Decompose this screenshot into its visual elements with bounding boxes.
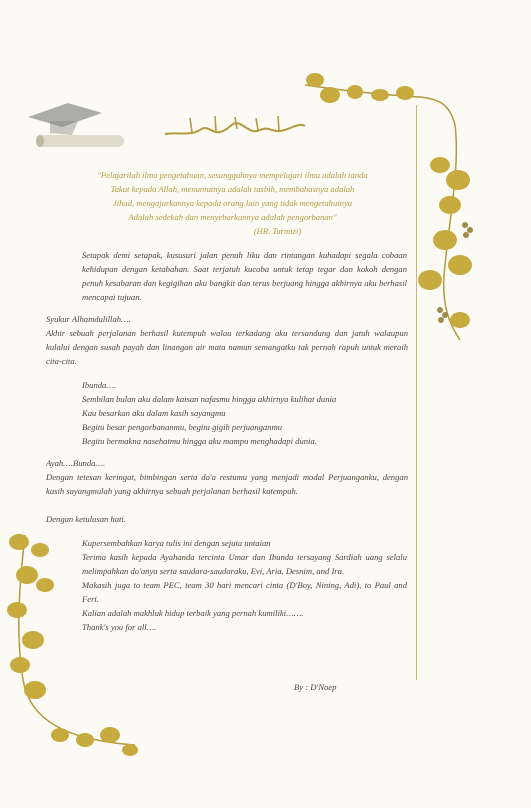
dedication-line: Terima kasih kepada Ayahanda tercinta Umar dan Ibunda tersayang Sardiah uang selalu melimpahkan do'anya serta saudara-saudaraku, Evi, Aria, Desnim, and Ira. — [82, 552, 407, 576]
paragraph-achievement: Akhir sebuah perjalanan berhasil kutempuh walau terkadang aku tersandung dan jatuh walaupun kulalui dengan susah payah dan linangan air mata namun semangatku tak pernah rapuh untuk meraih cita-cita. — [46, 328, 408, 366]
quote-line: Jihad, mengajarkannya kepada orang lain yang tidak mengetahuinya — [112, 198, 353, 208]
hadith-quote — [60, 168, 405, 238]
ibunda-line: Sembilan bulan aku dalam kaisan nafasmu hingga akhirnya kulihat dunia — [82, 394, 337, 404]
dedication-line: Thank's you for all…. — [82, 622, 157, 632]
paragraph-journey: Setapak demi setapak, kususuri jalan penuh liku dan rintangan kuhadapi segala cobaan kehidupan dengan ketabahan. Saat terjatuh kucoba untuk tetap tegar dan kokoh dengan penuh kesabaran dan kegigihan aku bangkit dan terus berjuang hingga akhirnya aku berhasil mencapai tujuan. — [82, 250, 407, 302]
syukur-heading: Syukur Alhamdulillah…. — [46, 314, 131, 324]
ibunda-line: Begitu besar pengorbananmu, begitu gigih perjuanganmu — [82, 422, 283, 432]
graduation-cap-icon — [20, 95, 130, 155]
ibunda-line: Kau besarkan aku dalam kasih sayangmu — [82, 408, 226, 418]
quote-line: Takut kepada Allah, menuntutnya adalah tasbih, membahasnya adalah — [110, 184, 355, 194]
ketulusan-line: Dengan ketulusan hati. — [46, 514, 126, 524]
dedication-line: Kupersembahkan karya tulis ini dengan sejuta untaian — [82, 538, 271, 548]
ayah-bunda-heading: Ayah….Bunda…. — [46, 458, 106, 468]
dedication-line: Makasih juga to team PEC, team 30 hari mencari cinta (D'Boy, Nining, Adi), to Paul and Feri. — [82, 580, 407, 604]
ibunda-heading: Ibunda…. — [82, 380, 117, 390]
ibunda-section — [82, 378, 407, 448]
paragraph-parents: Dengan tetesan keringat, bimbingan serta do'a restumu yang menjadi modal Perjuanganku, dengan kasih sayangmulah yang akhirnya sebuah perjalanan berhasil kutempuh. — [46, 472, 408, 496]
dedication-line: Kalian adalah makhluk hidup terbaik yang pernah kumiliki……. — [82, 608, 304, 618]
quote-source: (HR. Tarmizi) — [253, 226, 302, 236]
bismillah-calligraphy-icon — [160, 112, 310, 142]
vine-border-line — [416, 105, 417, 680]
ibunda-line: Begitu bermakna nasehatmu hingga aku mampu menghadapi dunia. — [82, 436, 317, 446]
dedication-section — [82, 536, 407, 634]
quote-line: Adalah sedekah dan menyebarkannya adalah pengorbanan" — [128, 212, 337, 222]
signature: By : D'Noep — [294, 682, 337, 692]
quote-line: "Pelajarilah ilmu pengetahuan, sesungguhnya mempelajari ilmu adalah tanda — [97, 170, 368, 180]
